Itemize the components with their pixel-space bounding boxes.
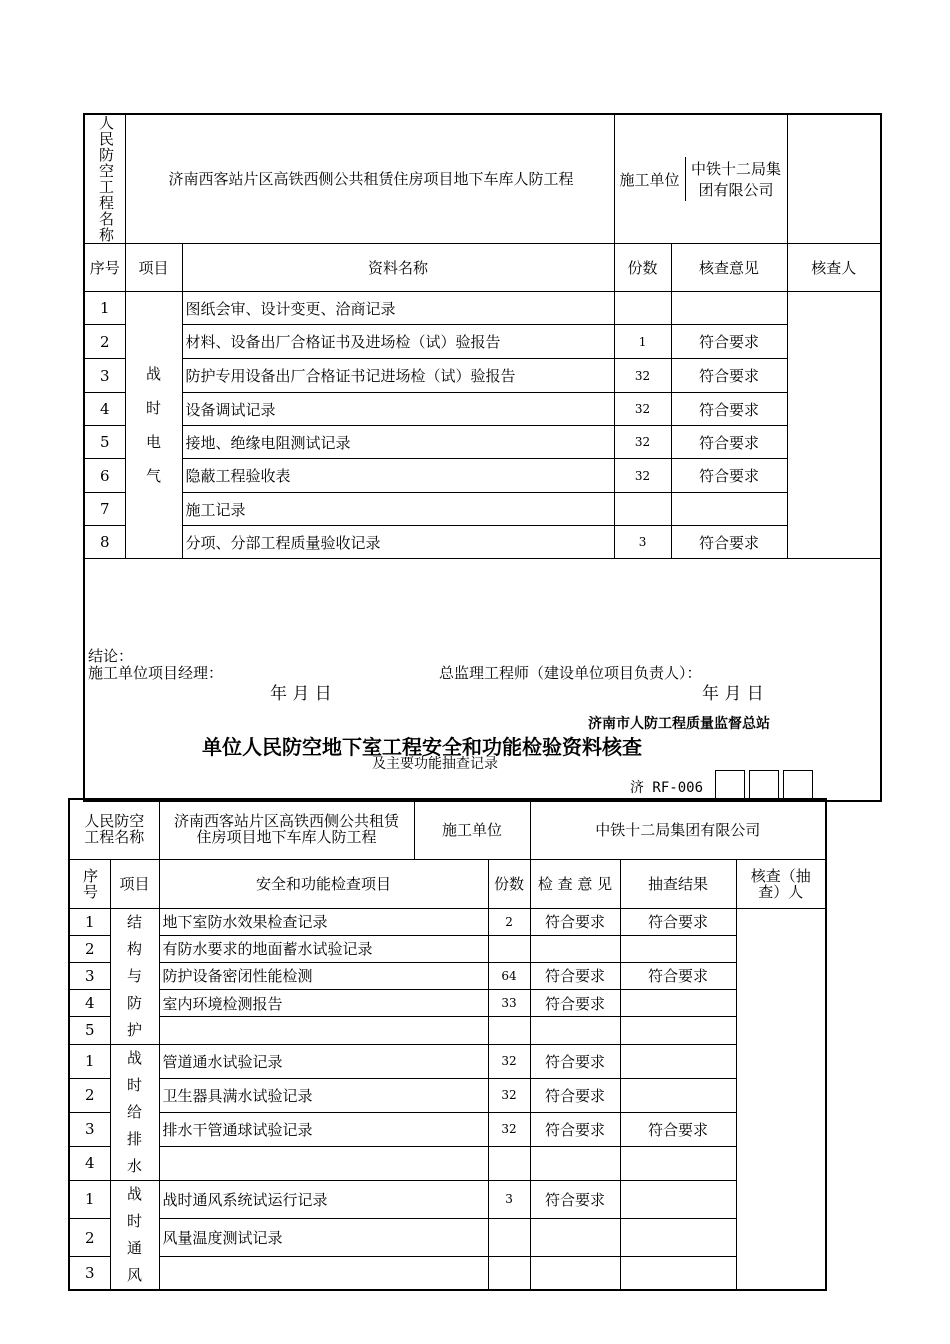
row-opinion: 符合要求 bbox=[671, 325, 787, 359]
row-seq: 2 bbox=[69, 1218, 110, 1256]
row-opinion: 符合要求 bbox=[530, 1180, 620, 1218]
row-name bbox=[159, 1146, 488, 1180]
row-opinion: 符合要求 bbox=[530, 908, 620, 935]
row-name: 材料、设备出厂合格证书及进场检（试）验报告 bbox=[182, 325, 614, 359]
group-label: 战时通风 bbox=[127, 1184, 143, 1284]
row-opinion: 符合要求 bbox=[530, 1078, 620, 1112]
checker-cell bbox=[787, 292, 881, 559]
row-result: 符合要求 bbox=[620, 908, 736, 935]
row-name: 战时通风系统试运行记录 bbox=[159, 1180, 488, 1218]
row-seq: 8 bbox=[84, 526, 125, 559]
header-opinion: 核查意见 bbox=[671, 244, 787, 292]
row-result: 符合要求 bbox=[620, 1112, 736, 1146]
project-name-label: 人民防空工程名称 bbox=[69, 799, 159, 859]
row-opinion: 符合要求 bbox=[530, 1044, 620, 1078]
row-count: 3 bbox=[488, 1180, 530, 1218]
row-seq: 4 bbox=[84, 393, 125, 426]
row-count: 32 bbox=[488, 1044, 530, 1078]
row-seq: 3 bbox=[69, 1257, 110, 1290]
row-result bbox=[620, 1180, 736, 1218]
row-opinion bbox=[671, 292, 787, 325]
form-code: 济 RF-006 bbox=[630, 780, 704, 796]
row-result bbox=[620, 1257, 736, 1290]
row-opinion bbox=[530, 1146, 620, 1180]
row-name: 风量温度测试记录 bbox=[159, 1218, 488, 1256]
row-opinion bbox=[530, 1017, 620, 1044]
station-name: 济南市人防工程质量监督总站 bbox=[588, 716, 770, 732]
row-result bbox=[620, 990, 736, 1017]
header-checker: 核查人 bbox=[787, 244, 881, 292]
code-box bbox=[715, 770, 745, 799]
project-name-label: 人民防空工程名称 bbox=[84, 114, 125, 244]
conclusion-label: 结论： bbox=[88, 647, 134, 665]
row-result bbox=[620, 1017, 736, 1044]
row-result bbox=[620, 1078, 736, 1112]
row-seq: 1 bbox=[69, 1044, 110, 1078]
row-name: 防护专用设备出厂合格证书记进场检（试）验报告 bbox=[182, 359, 614, 393]
row-count bbox=[614, 493, 671, 526]
row-name: 排水干管通球试验记录 bbox=[159, 1112, 488, 1146]
row-count: 3 bbox=[614, 526, 671, 559]
header-opinion: 检 查 意 见 bbox=[530, 859, 620, 908]
header-seq: 序号 bbox=[69, 859, 110, 908]
row-count: 32 bbox=[614, 426, 671, 459]
page-subtitle: 及主要功能抽查记录 bbox=[372, 756, 498, 772]
row-opinion: 符合要求 bbox=[671, 426, 787, 459]
row-name bbox=[159, 1017, 488, 1044]
row-result bbox=[620, 1218, 736, 1256]
checker-cell bbox=[736, 908, 826, 1290]
contractor-label: 施工单位 bbox=[414, 799, 530, 859]
header-doc: 资料名称 bbox=[182, 244, 614, 292]
contractor-label: 施工单位 bbox=[615, 157, 686, 201]
row-count bbox=[488, 935, 530, 962]
group-electrical bbox=[125, 292, 182, 559]
row-count: 32 bbox=[488, 1078, 530, 1112]
row-name: 分项、分部工程质量验收记录 bbox=[182, 526, 614, 559]
supervisor-label: 总监理工程师（建设单位项目负责人）： bbox=[439, 664, 702, 682]
row-count bbox=[488, 1218, 530, 1256]
manager-label: 施工单位项目经理： bbox=[88, 664, 224, 682]
row-result: 符合要求 bbox=[620, 962, 736, 989]
row-seq: 3 bbox=[84, 359, 125, 393]
row-result bbox=[620, 1146, 736, 1180]
row-name bbox=[159, 1257, 488, 1290]
row-count: 33 bbox=[488, 990, 530, 1017]
group-label: 战时给排水 bbox=[127, 1048, 143, 1175]
row-name: 管道通水试验记录 bbox=[159, 1044, 488, 1078]
row-seq: 2 bbox=[84, 325, 125, 359]
row-count bbox=[488, 1257, 530, 1290]
group-structure bbox=[110, 908, 159, 1044]
group-label: 结构与防护 bbox=[127, 912, 143, 1039]
row-opinion: 符合要求 bbox=[671, 393, 787, 426]
row-count bbox=[488, 1017, 530, 1044]
row-opinion: 符合要求 bbox=[671, 459, 787, 493]
row-seq: 2 bbox=[69, 1078, 110, 1112]
row-name: 防护设备密闭性能检测 bbox=[159, 962, 488, 989]
row-seq: 3 bbox=[69, 1112, 110, 1146]
header-result: 抽查结果 bbox=[620, 859, 736, 908]
group-water bbox=[110, 1044, 159, 1180]
row-name: 有防水要求的地面蓄水试验记录 bbox=[159, 935, 488, 962]
header-checker: 核查（抽查）人 bbox=[736, 859, 826, 908]
header-item: 项目 bbox=[110, 859, 159, 908]
row-name: 室内环境检测报告 bbox=[159, 990, 488, 1017]
row-count: 32 bbox=[488, 1112, 530, 1146]
header-count: 份数 bbox=[614, 244, 671, 292]
row-opinion: 符合要求 bbox=[671, 359, 787, 393]
row-seq: 7 bbox=[84, 493, 125, 526]
row-count: 32 bbox=[614, 359, 671, 393]
row-name: 施工记录 bbox=[182, 493, 614, 526]
row-opinion bbox=[671, 493, 787, 526]
group-label: 战时电气 bbox=[146, 365, 162, 485]
date-right: 年 月 日 bbox=[702, 684, 764, 704]
header-check: 安全和功能检查项目 bbox=[159, 859, 488, 908]
row-seq: 1 bbox=[84, 292, 125, 325]
row-count: 1 bbox=[614, 325, 671, 359]
row-count: 64 bbox=[488, 962, 530, 989]
row-name: 图纸会审、设计变更、洽商记录 bbox=[182, 292, 614, 325]
row-seq: 1 bbox=[69, 1180, 110, 1218]
row-result bbox=[620, 935, 736, 962]
row-count: 32 bbox=[614, 459, 671, 493]
row-seq: 5 bbox=[84, 426, 125, 459]
row-seq: 1 bbox=[69, 908, 110, 935]
row-seq: 3 bbox=[69, 962, 110, 989]
group-ventilation bbox=[110, 1180, 159, 1290]
electrical-check-table bbox=[83, 113, 882, 802]
code-box bbox=[749, 770, 779, 799]
row-name: 设备调试记录 bbox=[182, 393, 614, 426]
row-name: 卫生器具满水试验记录 bbox=[159, 1078, 488, 1112]
page-title: 单位人民防空地下室工程安全和功能检验资料核查 bbox=[202, 735, 642, 759]
row-name: 地下室防水效果检查记录 bbox=[159, 908, 488, 935]
row-name: 接地、绝缘电阻测试记录 bbox=[182, 426, 614, 459]
header-item: 项目 bbox=[125, 244, 182, 292]
contractor-value: 中铁十二局集团有限公司 bbox=[530, 799, 826, 859]
row-name: 隐蔽工程验收表 bbox=[182, 459, 614, 493]
row-opinion: 符合要求 bbox=[530, 962, 620, 989]
row-count: 32 bbox=[614, 393, 671, 426]
row-count: 2 bbox=[488, 908, 530, 935]
contractor-value: 中铁十二局集团有限公司 bbox=[691, 160, 782, 199]
project-name-value: 济南西客站片区高铁西侧公共租赁住房项目地下车库人防工程 bbox=[125, 114, 614, 244]
row-count bbox=[614, 292, 671, 325]
row-opinion bbox=[530, 1218, 620, 1256]
row-seq: 4 bbox=[69, 990, 110, 1017]
row-result bbox=[620, 1044, 736, 1078]
row-count bbox=[488, 1146, 530, 1180]
row-seq: 4 bbox=[69, 1146, 110, 1180]
row-seq: 6 bbox=[84, 459, 125, 493]
header-seq: 序号 bbox=[84, 244, 125, 292]
row-opinion bbox=[530, 1257, 620, 1290]
row-opinion bbox=[530, 935, 620, 962]
row-opinion: 符合要求 bbox=[671, 526, 787, 559]
safety-function-table bbox=[68, 798, 827, 1291]
project-name-value: 济南西客站片区高铁西侧公共租赁住房项目地下车库人防工程 bbox=[159, 799, 414, 859]
row-opinion: 符合要求 bbox=[530, 990, 620, 1017]
row-seq: 5 bbox=[69, 1017, 110, 1044]
row-seq: 2 bbox=[69, 935, 110, 962]
row-opinion: 符合要求 bbox=[530, 1112, 620, 1146]
code-box bbox=[783, 770, 813, 799]
date-left: 年 月 日 bbox=[270, 684, 332, 704]
header-count: 份数 bbox=[488, 859, 530, 908]
